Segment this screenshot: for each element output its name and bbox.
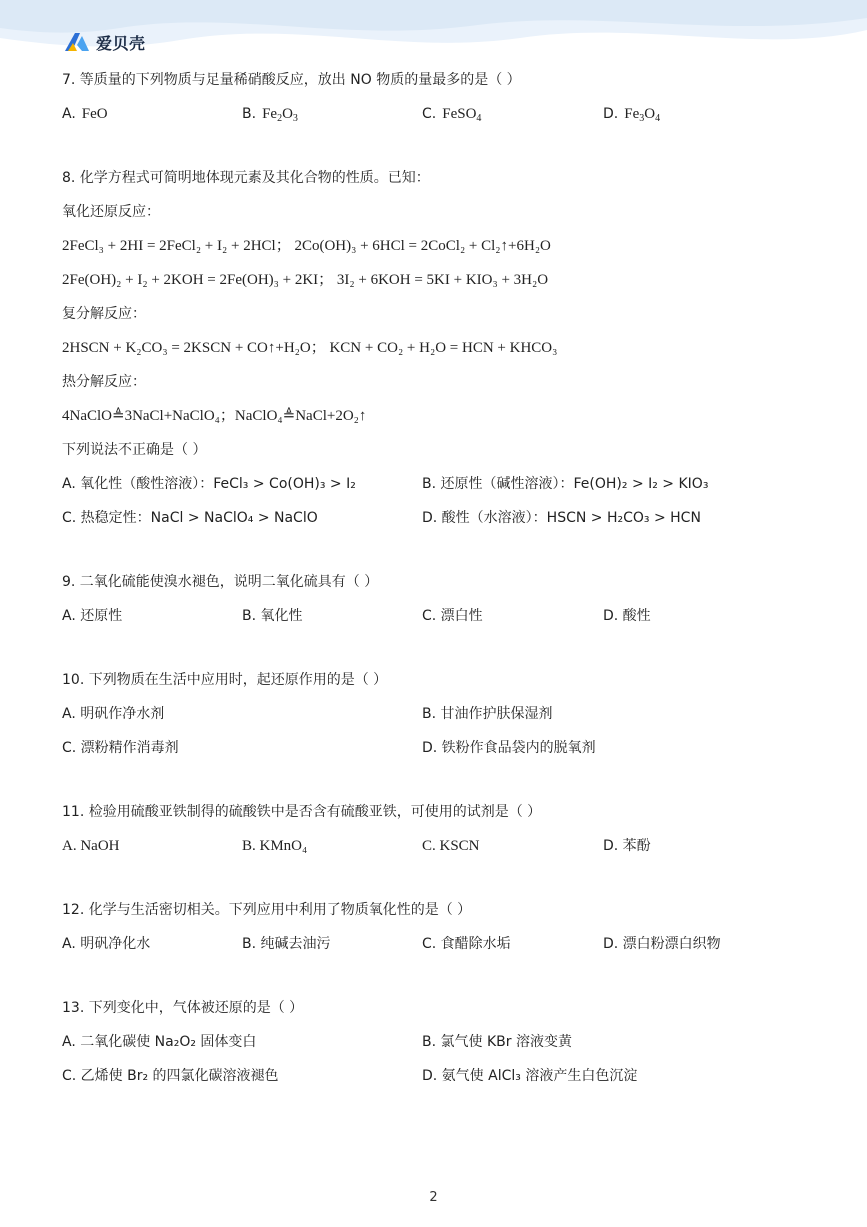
question-9-stem: 9. 二氧化硫能使溴水褪色，说明二氧化硫具有（ ） (62, 574, 379, 590)
q8-option-b: B. 还原性（碱性溶液）：Fe(OH)₂ > I₂ > KIO₃ (422, 476, 709, 492)
q12-option-c: C. 食醋除水垢 (422, 936, 511, 952)
question-12-stem: 12. 化学与生活密切相关。下列应用中利用了物质氧化性的是（ ） (62, 902, 472, 918)
q8-option-a: A. 氧化性（酸性溶液）：FeCl₃ > Co(OH)₃ > I₂ (62, 476, 356, 492)
q11-option-a: A. NaOH (62, 838, 120, 854)
q9-option-a: A. 还原性 (62, 608, 123, 624)
q8-equation-2: 2Fe(OH)₂ + I₂ + 2KOH = 2Fe(OH)₃ + 2KI； 3I₂ + 6KOH = 5KI + KIO₃ + 3H₂O (62, 272, 549, 288)
q7-option-b: B. $Fe_2O_3$ (242, 106, 298, 124)
q11-option-d: D. 苯酚 (603, 838, 651, 854)
q8-option-d: D. 酸性（水溶液）：HSCN > H₂CO₃ > HCN (422, 510, 701, 526)
question-10-stem: 10. 下列物质在生活中应用时，起还原作用的是（ ） (62, 672, 388, 688)
brand-logo (63, 30, 146, 54)
q13-option-c: C. 乙烯使 Br₂ 的四氯化碳溶液褪色 (62, 1068, 279, 1084)
q8-equation-3: 2HSCN + K₂CO₃ = 2KSCN + CO↑+H₂O； KCN + CO₂ + H₂O = HCN + KHCO₃ (62, 340, 558, 356)
q8-equation-1: 2FeCl₃ + 2HI = 2FeCl₂ + I₂ + 2HCl； 2Co(OH)₃ + 6HCl = 2CoCl₂ + Cl₂↑+6H₂O (62, 238, 551, 254)
q7-option-a: A. FeO (62, 106, 108, 122)
question-8-stem: 8. 化学方程式可简明地体现元素及其化合物的性质。已知： (62, 170, 430, 186)
q13-option-b: B. 氯气使 KBr 溶液变黄 (422, 1034, 572, 1050)
q10-option-a: A. 明矾作净水剂 (62, 706, 165, 722)
q12-option-b: B. 纯碱去油污 (242, 936, 331, 952)
q9-option-b: B. 氧化性 (242, 608, 303, 624)
q7-option-c: C. FeSO$_4$ (422, 106, 482, 124)
q13-option-d: D. 氨气使 AlCl₃ 溶液产生白色沉淀 (422, 1068, 638, 1084)
question-7-stem: 7. 等质量的下列物质与足量稀硝酸反应，放出 NO 物质的量最多的是（ ） (62, 72, 521, 88)
q9-option-d: D. 酸性 (603, 608, 651, 624)
q10-option-c: C. 漂粉精作消毒剂 (62, 740, 179, 756)
q12-option-d: D. 漂白粉漂白织物 (603, 936, 721, 952)
q11-option-c: C. KSCN (422, 838, 480, 854)
q8-ask: 下列说法不正确是（ ） (62, 442, 207, 458)
q10-option-b: B. 甘油作护肤保湿剂 (422, 706, 553, 722)
q12-option-a: A. 明矾净化水 (62, 936, 151, 952)
q8-option-c: C. 热稳定性：NaCl > NaClO₄ > NaClO (62, 510, 318, 526)
question-13-stem: 13. 下列变化中，气体被还原的是（ ） (62, 1000, 304, 1016)
q9-option-c: C. 漂白性 (422, 608, 483, 624)
page-number: 2 (429, 1190, 438, 1205)
q7-option-d: D. $Fe_3O_4$ (603, 106, 661, 124)
q8-equation-4: 4NaClO≜3NaCl+NaClO₄；NaClO₄≜NaCl+2O₂↑ (62, 408, 367, 424)
brand-name: 爱贝壳 (96, 33, 146, 53)
q10-option-d: D. 铁粉作食品袋内的脱氧剂 (422, 740, 596, 756)
question-11-stem: 11. 检验用硫酸亚铁制得的硫酸铁中是否含有硫酸亚铁，可使用的试剂是（ ） (62, 804, 542, 820)
q11-option-b: B. KMnO₄ (242, 838, 308, 854)
logo-icon (63, 31, 91, 53)
q8-double-decomposition-title: 复分解反应： (62, 306, 146, 322)
q13-option-a: A. 二氧化碳使 Na₂O₂ 固体变白 (62, 1034, 257, 1050)
q8-redox-title: 氧化还原反应： (62, 204, 160, 220)
q8-thermal-title: 热分解反应： (62, 374, 146, 390)
